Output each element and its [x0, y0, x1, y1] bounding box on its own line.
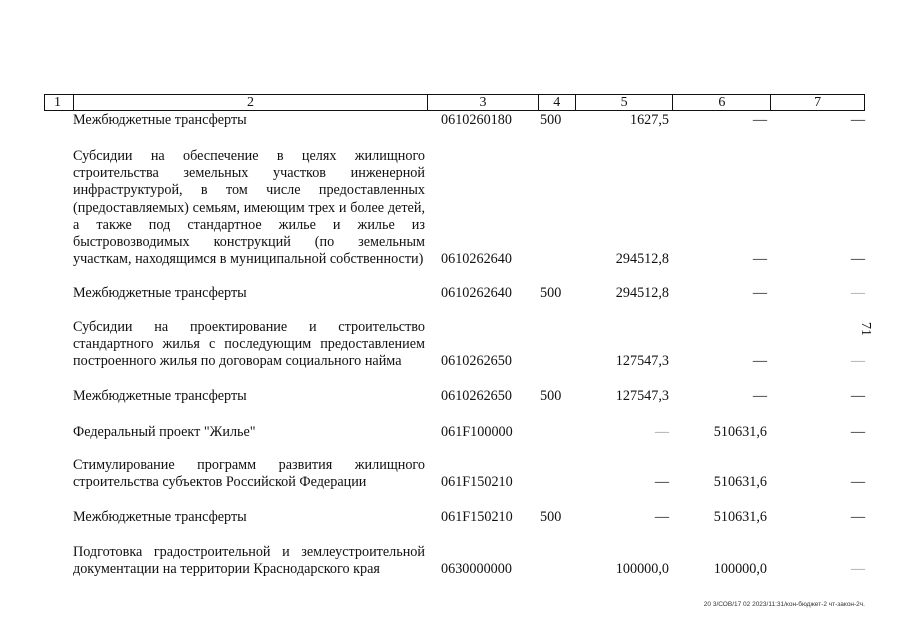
- row-col7: —: [850, 251, 865, 267]
- row-code: 0610262640: [441, 285, 512, 301]
- header-col-5: 5: [576, 95, 674, 110]
- row-name: Межбюджетные трансферты: [73, 388, 247, 404]
- header-col-6: 6: [673, 95, 771, 110]
- row-type: 500: [540, 112, 562, 128]
- row-col6: 100000,0: [713, 561, 767, 577]
- row-col6: 510631,6: [713, 509, 767, 525]
- row-type: 500: [540, 285, 562, 301]
- page-number: 71: [858, 322, 873, 336]
- row-col7: —: [850, 353, 865, 369]
- header-col-7: 7: [814, 95, 822, 110]
- row-code: 0610260180: [441, 112, 512, 128]
- row-col5: 294512,8: [615, 285, 669, 301]
- row-col7: —: [850, 561, 865, 577]
- row-col7: —: [850, 285, 865, 301]
- row-col6: —: [752, 285, 767, 301]
- header-col-4: 4: [539, 95, 576, 110]
- row-col5: —: [654, 424, 669, 440]
- row-name: Стимулирование программ развития жилищного строительства субъектов Российской Федерации: [73, 457, 425, 491]
- row-code: 0610262650: [441, 388, 512, 404]
- row-col6: —: [752, 388, 767, 404]
- row-col5: 100000,0: [615, 561, 669, 577]
- row-type: 500: [540, 509, 562, 525]
- header-col-3: 3: [428, 95, 539, 110]
- header-col-1: 1: [45, 95, 74, 110]
- row-col7: —: [850, 388, 865, 404]
- row-code: 0610262650: [441, 353, 512, 369]
- row-col7: —: [850, 424, 865, 440]
- row-col7: —: [850, 474, 865, 490]
- row-code: 061F150210: [441, 509, 513, 525]
- row-name: Межбюджетные трансферты: [73, 509, 247, 525]
- row-code: 061F150210: [441, 474, 513, 490]
- row-name: Субсидии на обеспечение в целях жилищного строительства земельных участков инженерной инфраструктурой, в том числе предоставленных (предоставляемых) семьям, имеющим трех и более детей, а также под стандартное жилье и жилье из быстровозводимых конструкций (по земельным участкам, находящимся в муниципальной собственности): [73, 148, 425, 268]
- row-col6: —: [752, 251, 767, 267]
- row-type: 500: [540, 388, 562, 404]
- row-col6: —: [752, 112, 767, 128]
- row-col5: 127547,3: [615, 353, 669, 369]
- row-code: 0630000000: [441, 561, 512, 577]
- row-name: Подготовка градостроительной и землеустроительной документации на территории Краснодарского края: [73, 544, 425, 578]
- row-col5: —: [654, 509, 669, 525]
- row-col7: —: [850, 112, 865, 128]
- table-header: [44, 94, 865, 111]
- row-code: 061F100000: [441, 424, 513, 440]
- row-name: Межбюджетные трансферты: [73, 112, 247, 128]
- row-col6: 510631,6: [713, 474, 767, 490]
- row-col5: 1627,5: [629, 112, 669, 128]
- row-col5: 127547,3: [615, 388, 669, 404]
- footer-stamp: 20 3/СОВ/17 02 2023/11:31/кон-бюджет-2 чт-закон-2ч.: [703, 601, 865, 608]
- header-col-2: 2: [74, 95, 428, 110]
- row-code: 0610262640: [441, 251, 512, 267]
- row-col6: —: [752, 353, 767, 369]
- row-name: Субсидии на проектирование и строительство стандартного жилья с последующим предоставлением построенного жилья по договорам социального найма: [73, 319, 425, 370]
- row-col6: 510631,6: [713, 424, 767, 440]
- row-name: Межбюджетные трансферты: [73, 285, 247, 301]
- row-name: Федеральный проект "Жилье": [73, 424, 256, 440]
- row-col5: —: [654, 474, 669, 490]
- row-col5: 294512,8: [615, 251, 669, 267]
- row-col7: —: [850, 509, 865, 525]
